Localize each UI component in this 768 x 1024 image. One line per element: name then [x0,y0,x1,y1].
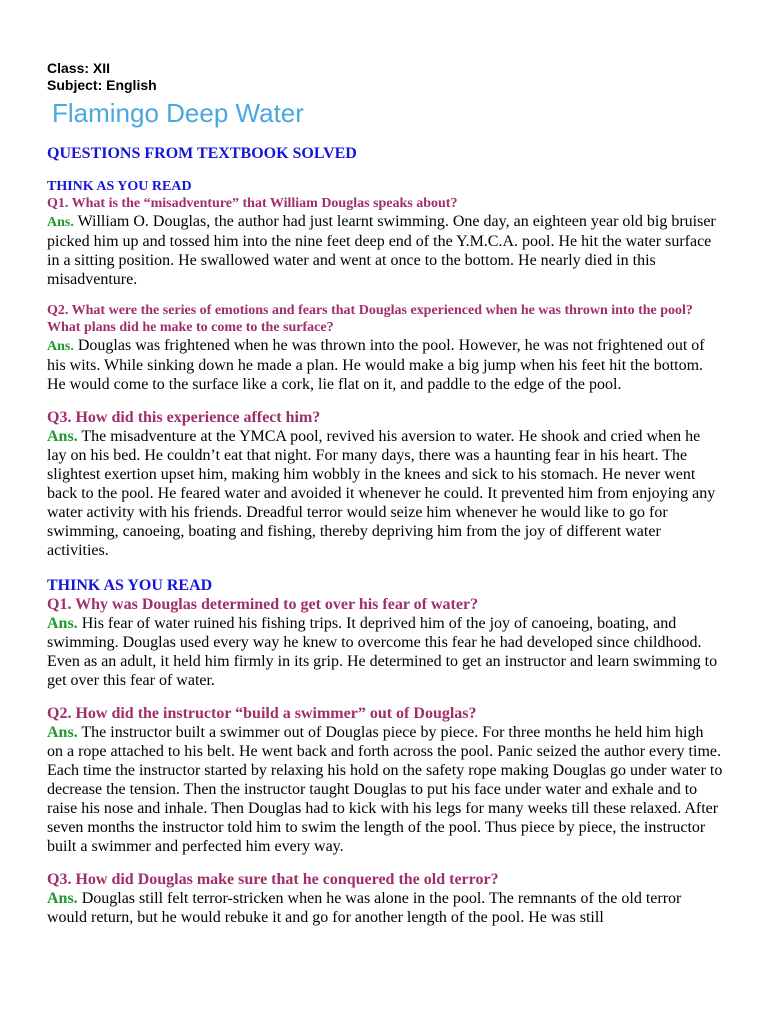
answer-text: The instructor built a swimmer out of Douglas piece by piece. For three months he held him high on a rope attached to his belt. He went back and forth across the pool. Panic seized the author every time. Each time the instructor started by relaxing his hold on the safety rope making Douglas go under water to decrease the tension. Then the instructor taught Douglas to put his face under water and exhale and to raise his nose and inhale. Then Douglas had to kick with his legs for many weeks till these relaxed. After seven months the instructor told him to swim the length of the pool. Thus piece by piece, the instructor built a swimmer and perfected him every way. [47,724,723,855]
page-title: Flamingo Deep Water [52,98,304,128]
part2-question-2: Q2. How did the instructor “build a swimmer” out of Douglas? [47,705,477,722]
part2-question-1: Q1. Why was Douglas determined to get over his fear of water? [47,596,479,613]
answer-text: The misadventure at the YMCA pool, revived his aversion to water. He shook and cried when he lay on his bed. He couldn’t eat that night. For many days, there was a haunting fear in his heart. The slightest exertion upset him, making him wobbly in the knees and sick to his stomach. He never went back to the pool. He feared water and avoided it whenever he could. It prevented him from enjoying any water activity with his friends. Dreadful terror would seize him whenever he would like to go for swimming, canoeing, boating and fishing, thereby depriving him from the joy of different water activities. [47,428,716,559]
part1-question-2: Q2. What were the series of emotions and fears that Douglas experienced when he was thrown into the pool? What plans did he make to come to the surface? [47,303,693,335]
class-line: Class: XII [47,60,111,76]
part2-heading: THINK AS YOU READ [47,577,213,594]
part1-answer-1 [47,212,723,289]
answer-text: His fear of water ruined his fishing trips. It deprived him of the joy of canoeing, boating, and swimming. Douglas used every way he knew to overcome this fear he had developed since childhood. Even as an adult, it held him firmly in its grip. He determined to get an instructor and learn swimming to get over this fear of water. [47,615,718,689]
part2-answer-1 [47,614,723,690]
part2-answer-3 [47,889,723,927]
part1 [47,179,723,560]
answer-text: Douglas was frightened when he was thrown into the pool. However, he was not frightened out of his wits. While sinking down he made a plan. He would make a big jump when his feet hit the bottom. He would come to the surface like a cork, lie flat on it, and paddle to the edge of the pool. [47,337,705,393]
ans-label: Ans. [47,890,78,907]
part1-question-3: Q3. How did this experience affect him? [47,409,321,426]
part1-answer-2 [47,336,723,394]
document-page [47,60,723,927]
part2-answer-2 [47,723,723,856]
answer-text: Douglas still felt terror-stricken when he was alone in the pool. The remnants of the old terror would return, but he would rebuke it and go for another length of the pool. He was still [47,890,682,926]
ans-label: Ans. [47,428,78,445]
ans-label: Ans. [47,724,78,741]
ans-label: Ans. [47,339,74,354]
subject-line: Subject: English [47,77,157,93]
ans-label: Ans. [47,215,74,230]
ans-label: Ans. [47,615,78,632]
part2 [47,576,723,927]
part1-heading: THINK AS YOU READ [47,179,192,194]
part1-answer-3 [47,427,723,560]
part1-question-1: Q1. What is the “misadventure” that William Douglas speaks about? [47,196,458,211]
part2-question-3: Q3. How did Douglas make sure that he conquered the old terror? [47,871,499,888]
main-heading: QUESTIONS FROM TEXTBOOK SOLVED [47,145,357,162]
answer-text: William O. Douglas, the author had just learnt swimming. One day, an eighteen year old big bruiser picked him up and tossed him into the nine feet deep end of the Y.M.C.A. pool. He hit the water surface in a sitting position. He swallowed water and went at once to the bottom. He nearly died in this misadventure. [47,213,716,288]
